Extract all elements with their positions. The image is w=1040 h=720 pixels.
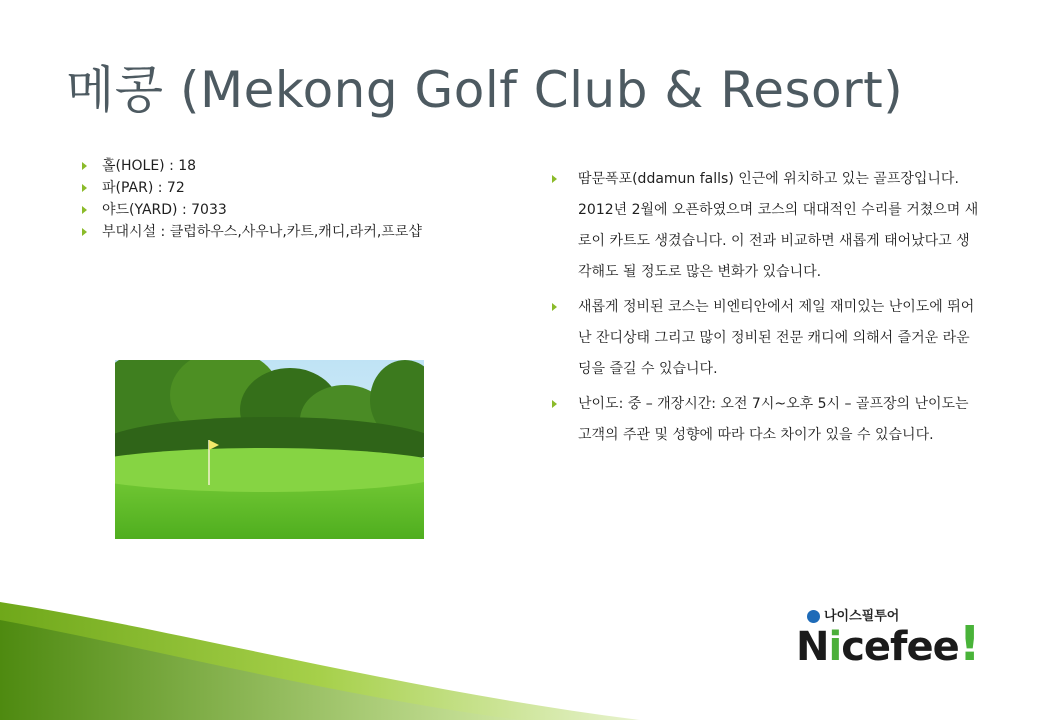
spec-text: 파(PAR) : 72 <box>102 180 185 196</box>
description-text: 땀문폭포(ddamun falls) 인근에 위치하고 있는 골프장입니다. 2012년 2월에 오픈하였으며 코스의 대대적인 수리를 거쳤으며 새로이 카트도 생겼습니다. 이 전과 비교하면 새롭게 태어났다고 생각해도 될 정도로 많은 변화가 있습니다. <box>578 171 979 280</box>
bullet-arrow-icon <box>552 400 557 408</box>
bullet-arrow-icon <box>552 175 557 183</box>
spec-text: 야드(YARD) : 7033 <box>102 202 227 218</box>
spec-item-par <box>82 178 494 198</box>
spec-text: 부대시설 : 클럽하우스,사우나,카트,캐디,라커,프로샵 <box>102 224 422 240</box>
description-item <box>552 389 980 451</box>
logo-word-i: i <box>828 624 842 670</box>
spec-item-hole <box>82 156 494 176</box>
course-description-list <box>552 164 980 455</box>
slide-title: 메콩 (Mekong Golf Club & Resort) <box>66 61 904 119</box>
nicefee-logo <box>792 600 980 680</box>
bullet-arrow-icon <box>82 206 87 214</box>
description-text: 난이도: 중 – 개장시간: 오전 7시~오후 5시 – 골프장의 난이도는 고객의 주관 및 성향에 따라 다소 차이가 있을 수 있습니다. <box>578 396 969 443</box>
description-item <box>552 292 980 385</box>
decorative-swoosh <box>0 590 640 720</box>
spec-item-yard <box>82 200 494 220</box>
logo-word-start: N <box>796 624 829 670</box>
course-spec-list <box>82 156 494 244</box>
logo-word-end: cefee <box>841 624 959 670</box>
spec-text: 홀(HOLE) : 18 <box>102 158 197 174</box>
golf-course-illustration <box>115 360 424 539</box>
bullet-arrow-icon <box>552 303 557 311</box>
description-item <box>552 164 980 288</box>
bullet-arrow-icon <box>82 162 87 170</box>
golf-course-photo <box>115 360 424 539</box>
description-text: 새롭게 정비된 코스는 비엔티안에서 제일 재미있는 난이도에 뛰어난 잔디상태 그리고 많이 정비된 전문 캐디에 의해서 즐거운 라운딩을 즐길 수 있습니다. <box>578 299 975 377</box>
logo-word-bang: ! <box>958 616 980 672</box>
bullet-arrow-icon <box>82 228 87 236</box>
logo-tagline: 나이스필투어 <box>824 609 900 624</box>
bullet-arrow-icon <box>82 184 87 192</box>
spec-item-facilities <box>82 222 494 242</box>
